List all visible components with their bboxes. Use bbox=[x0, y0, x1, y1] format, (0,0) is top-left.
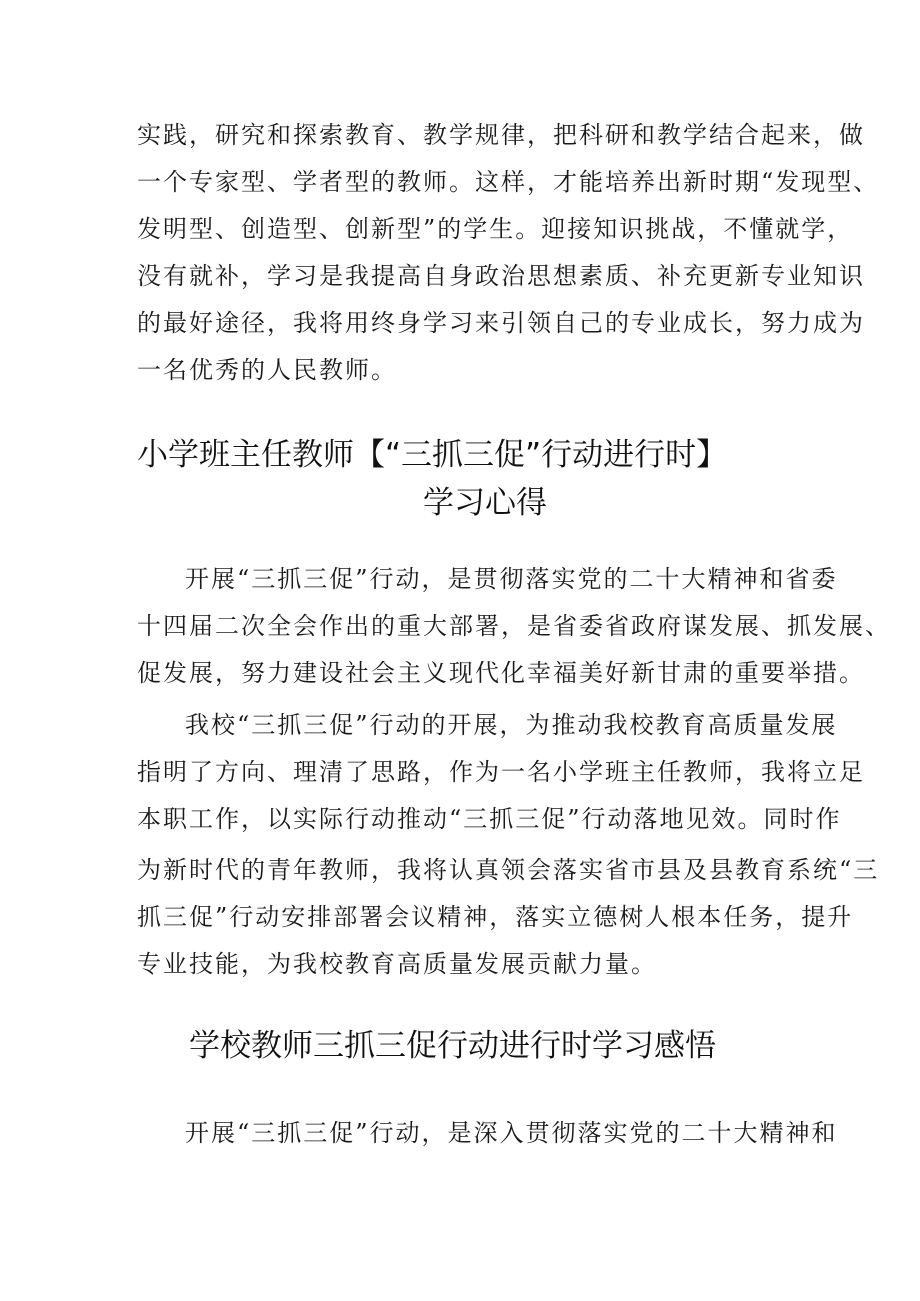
paragraph-line: 本职工作，以实际行动推动“三抓三促”行动落地见效。同时作 bbox=[137, 805, 842, 833]
paragraph-line: 的最好途径，我将用终身学习来引领自己的专业成长，努力成为 bbox=[137, 309, 865, 337]
section-title: 小学班主任教师【“三抓三促”行动进行时】 bbox=[137, 437, 728, 473]
paragraph-line: 指明了方向、理清了思路，作为一名小学班主任教师，我将立足 bbox=[137, 758, 865, 786]
paragraph-line: 为新时代的青年教师，我将认真领会落实省市县及县教育系统“三 bbox=[137, 856, 880, 884]
section-title: 学校教师三抓三促行动进行时学习感悟 bbox=[189, 1028, 716, 1064]
paragraph-line: 实践，研究和探索教育、教学规律，把科研和教学结合起来，做 bbox=[137, 121, 865, 149]
paragraph-line: 我校“三抓三促”行动的开展，为推动我校教育高质量发展 bbox=[185, 711, 838, 739]
paragraph-line: 发明型、创造型、创新型”的学生。迎接知识挑战，不懂就学， bbox=[137, 215, 854, 243]
paragraph-line: 专业技能，为我校教育高质量发展贡献力量。 bbox=[137, 950, 657, 978]
paragraph-line: 十四届二次全会作出的重大部署，是省委省政府谋发展、抓发展、 bbox=[137, 612, 891, 640]
paragraph-line: 一名优秀的人民教师。 bbox=[137, 356, 397, 384]
paragraph-line: 抓三促”行动安排部署会议精神，落实立德树人根本任务，提升 bbox=[137, 903, 854, 931]
section-title-continued: 学习心得 bbox=[423, 485, 547, 521]
paragraph-line: 一个专家型、学者型的教师。这样，才能培养出新时期“发现型、 bbox=[137, 168, 880, 196]
paragraph-line: 开展“三抓三促”行动，是贯彻落实党的二十大精神和省委 bbox=[185, 565, 838, 593]
paragraph-line: 开展“三抓三促”行动，是深入贯彻落实党的二十大精神和 bbox=[185, 1119, 838, 1147]
paragraph-line: 没有就补，学习是我提高自身政治思想素质、补充更新专业知识 bbox=[137, 262, 865, 290]
paragraph-line: 促发展，努力建设社会主义现代化幸福美好新甘肃的重要举措。 bbox=[137, 659, 865, 687]
